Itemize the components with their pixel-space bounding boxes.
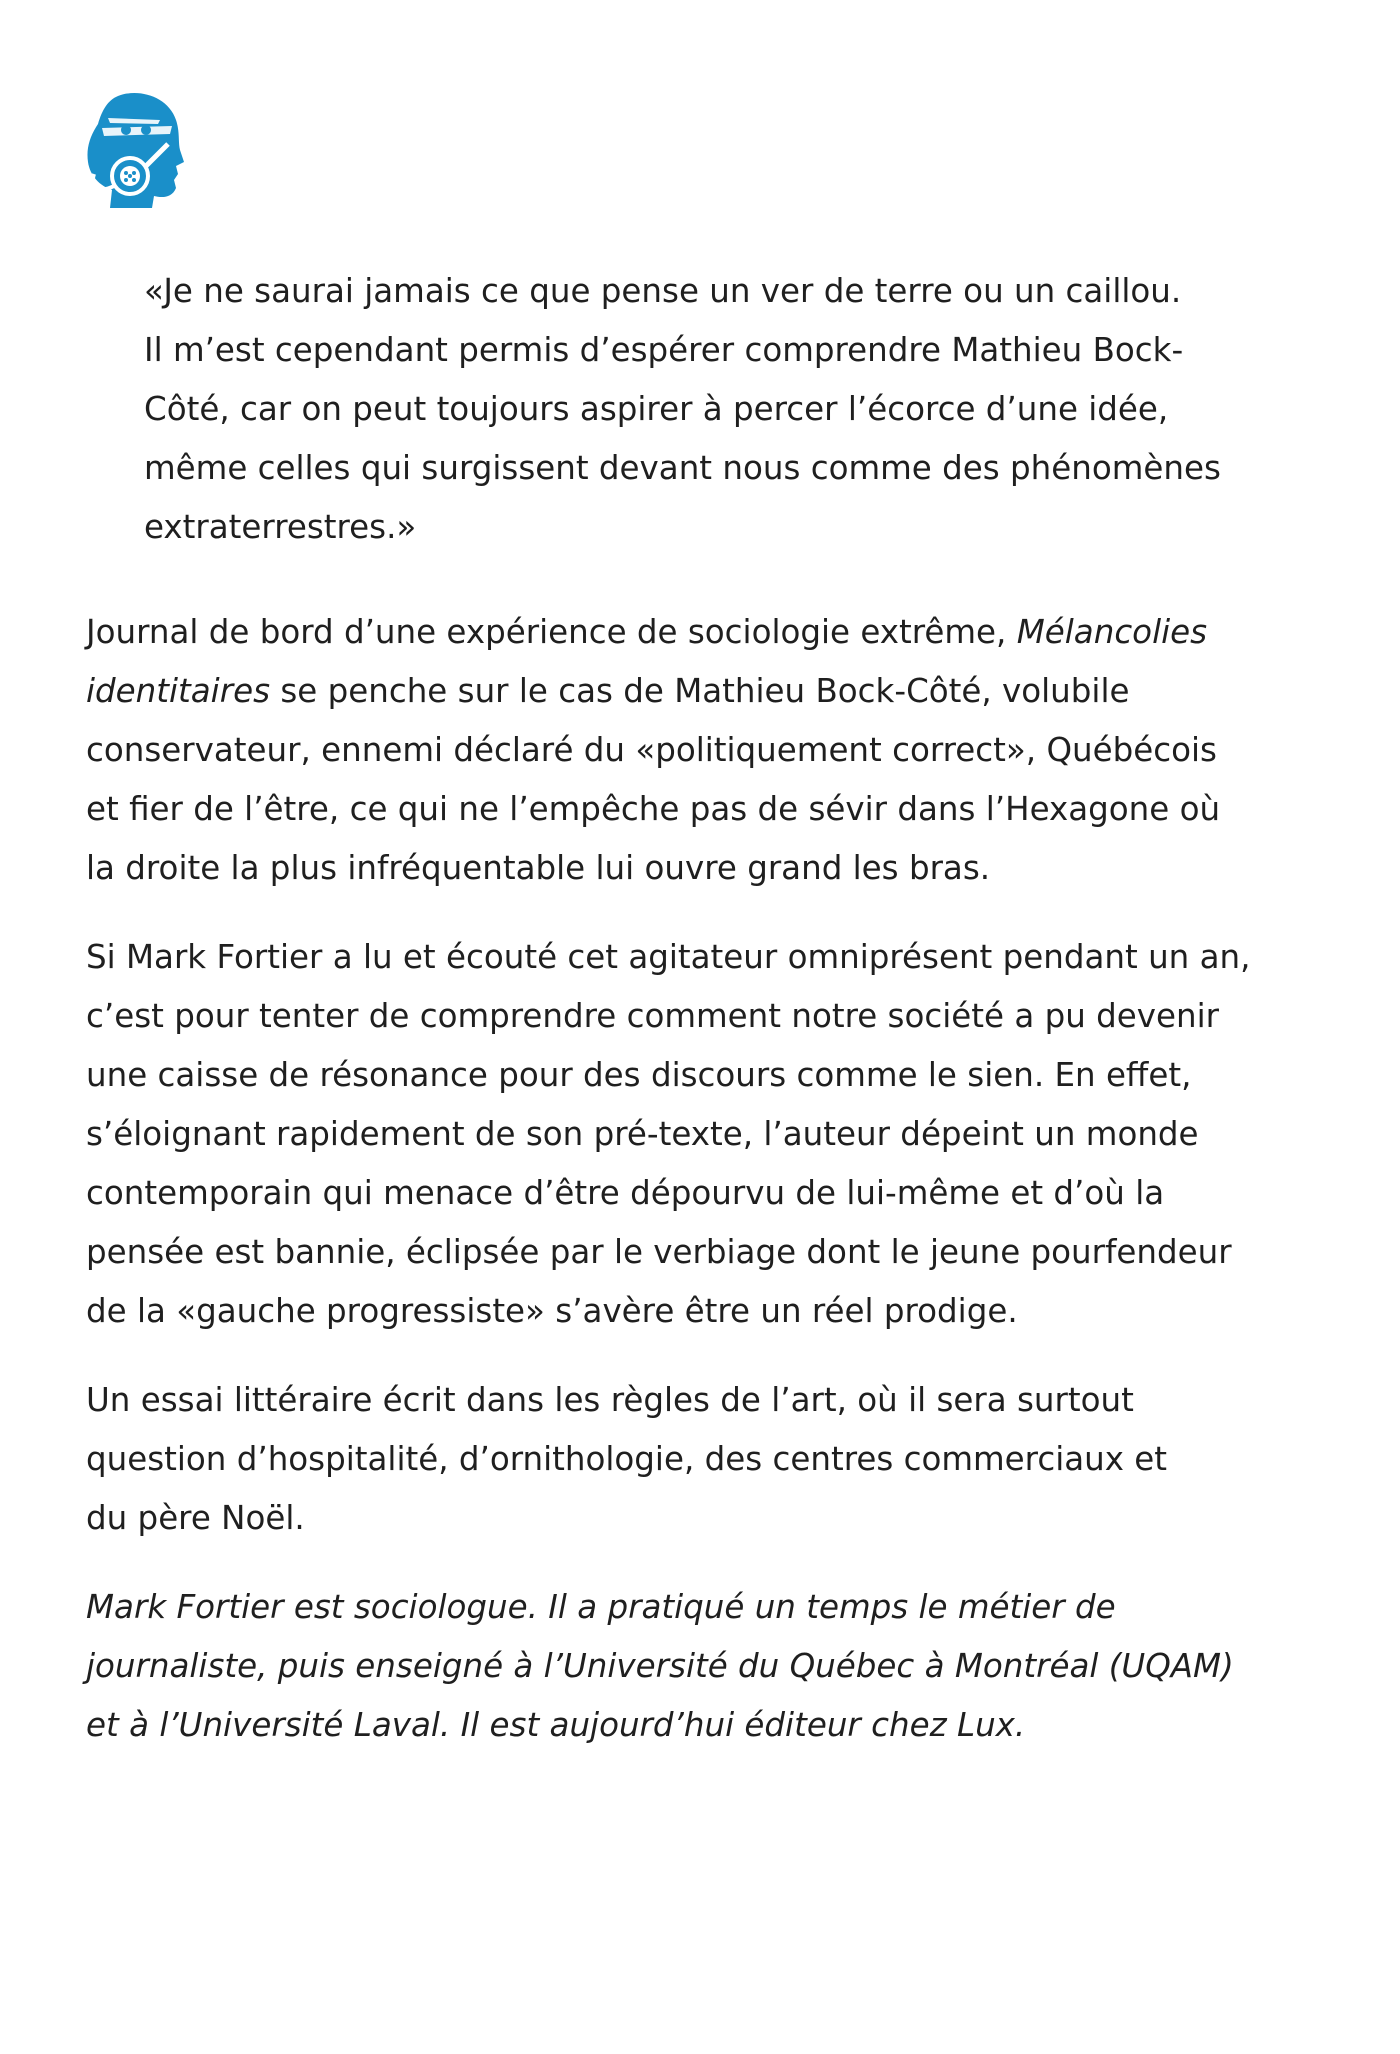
book-title: Mélancolies [1016,613,1208,651]
paragraph-line: c’est pour tenter de comprendre comment notre société a pu devenir [86,997,1219,1035]
paragraph-line: contemporain qui menace d’être dépourvu de lui-même et d’où la [86,1174,1165,1212]
paragraph-line [86,662,1326,721]
author-bio [86,1578,1326,1755]
paragraph-line [86,603,1326,662]
bio-line: et à l’Université Laval. Il est aujourd’hui éditeur chez Lux. [86,1706,1026,1744]
epigraph-quote [144,262,1284,557]
paragraph-line: et fier de l’être, ce qui ne l’empêche pas de sévir dans l’Hexagone où [86,790,1221,828]
paragraph-line: de la «gauche progressiste» s’avère être un réel prodige. [86,1292,1018,1330]
text-segment: se penche sur le cas de Mathieu Bock-Côté, volubile [280,672,1130,710]
quote-line: Il m’est cependant permis d’espérer comprendre Mathieu Bock- [144,331,1184,369]
masked-head-icon [80,90,184,208]
paragraph-line: Si Mark Fortier a lu et écouté cet agitateur omniprésent pendant un an, [86,938,1251,976]
paragraph-line: la droite la plus infréquentable lui ouvre grand les bras. [86,849,991,887]
closing-paragraph [86,1371,1326,1548]
bio-line: journaliste, puis enseigné à l’Université du Québec à Montréal (UQAM) [86,1647,1234,1685]
description-paragraph [86,928,1326,1341]
paragraph-line: Un essai littéraire écrit dans les règles de l’art, où il sera surtout [86,1381,1134,1419]
book-title: identitaires [86,672,271,710]
publisher-logo [80,90,184,208]
bio-line: Mark Fortier est sociologue. Il a pratiqué un temps le métier de [86,1588,1116,1626]
back-cover-text [86,262,1326,1785]
paragraph-line: s’éloignant rapidement de son pré-texte, l’auteur dépeint un monde [86,1115,1199,1153]
summary-paragraph [86,603,1326,898]
quote-line: extraterrestres.» [144,508,417,546]
paragraph-line: pensée est bannie, éclipsée par le verbiage dont le jeune pourfendeur [86,1233,1232,1271]
paragraph-line: question d’hospitalité, d’ornithologie, des centres commerciaux et [86,1440,1168,1478]
paragraph-line: du père Noël. [86,1499,305,1537]
paragraph-line: une caisse de résonance pour des discours comme le sien. En effet, [86,1056,1192,1094]
quote-line: Côté, car on peut toujours aspirer à percer l’écorce d’une idée, [144,390,1169,428]
paragraph-line: conservateur, ennemi déclaré du «politiquement correct», Québécois [86,731,1217,769]
quote-line: «Je ne saurai jamais ce que pense un ver de terre ou un caillou. [144,272,1182,310]
text-segment: Journal de bord d’une expérience de sociologie extrême, [86,613,1007,651]
quote-line: même celles qui surgissent devant nous comme des phénomènes [144,449,1221,487]
